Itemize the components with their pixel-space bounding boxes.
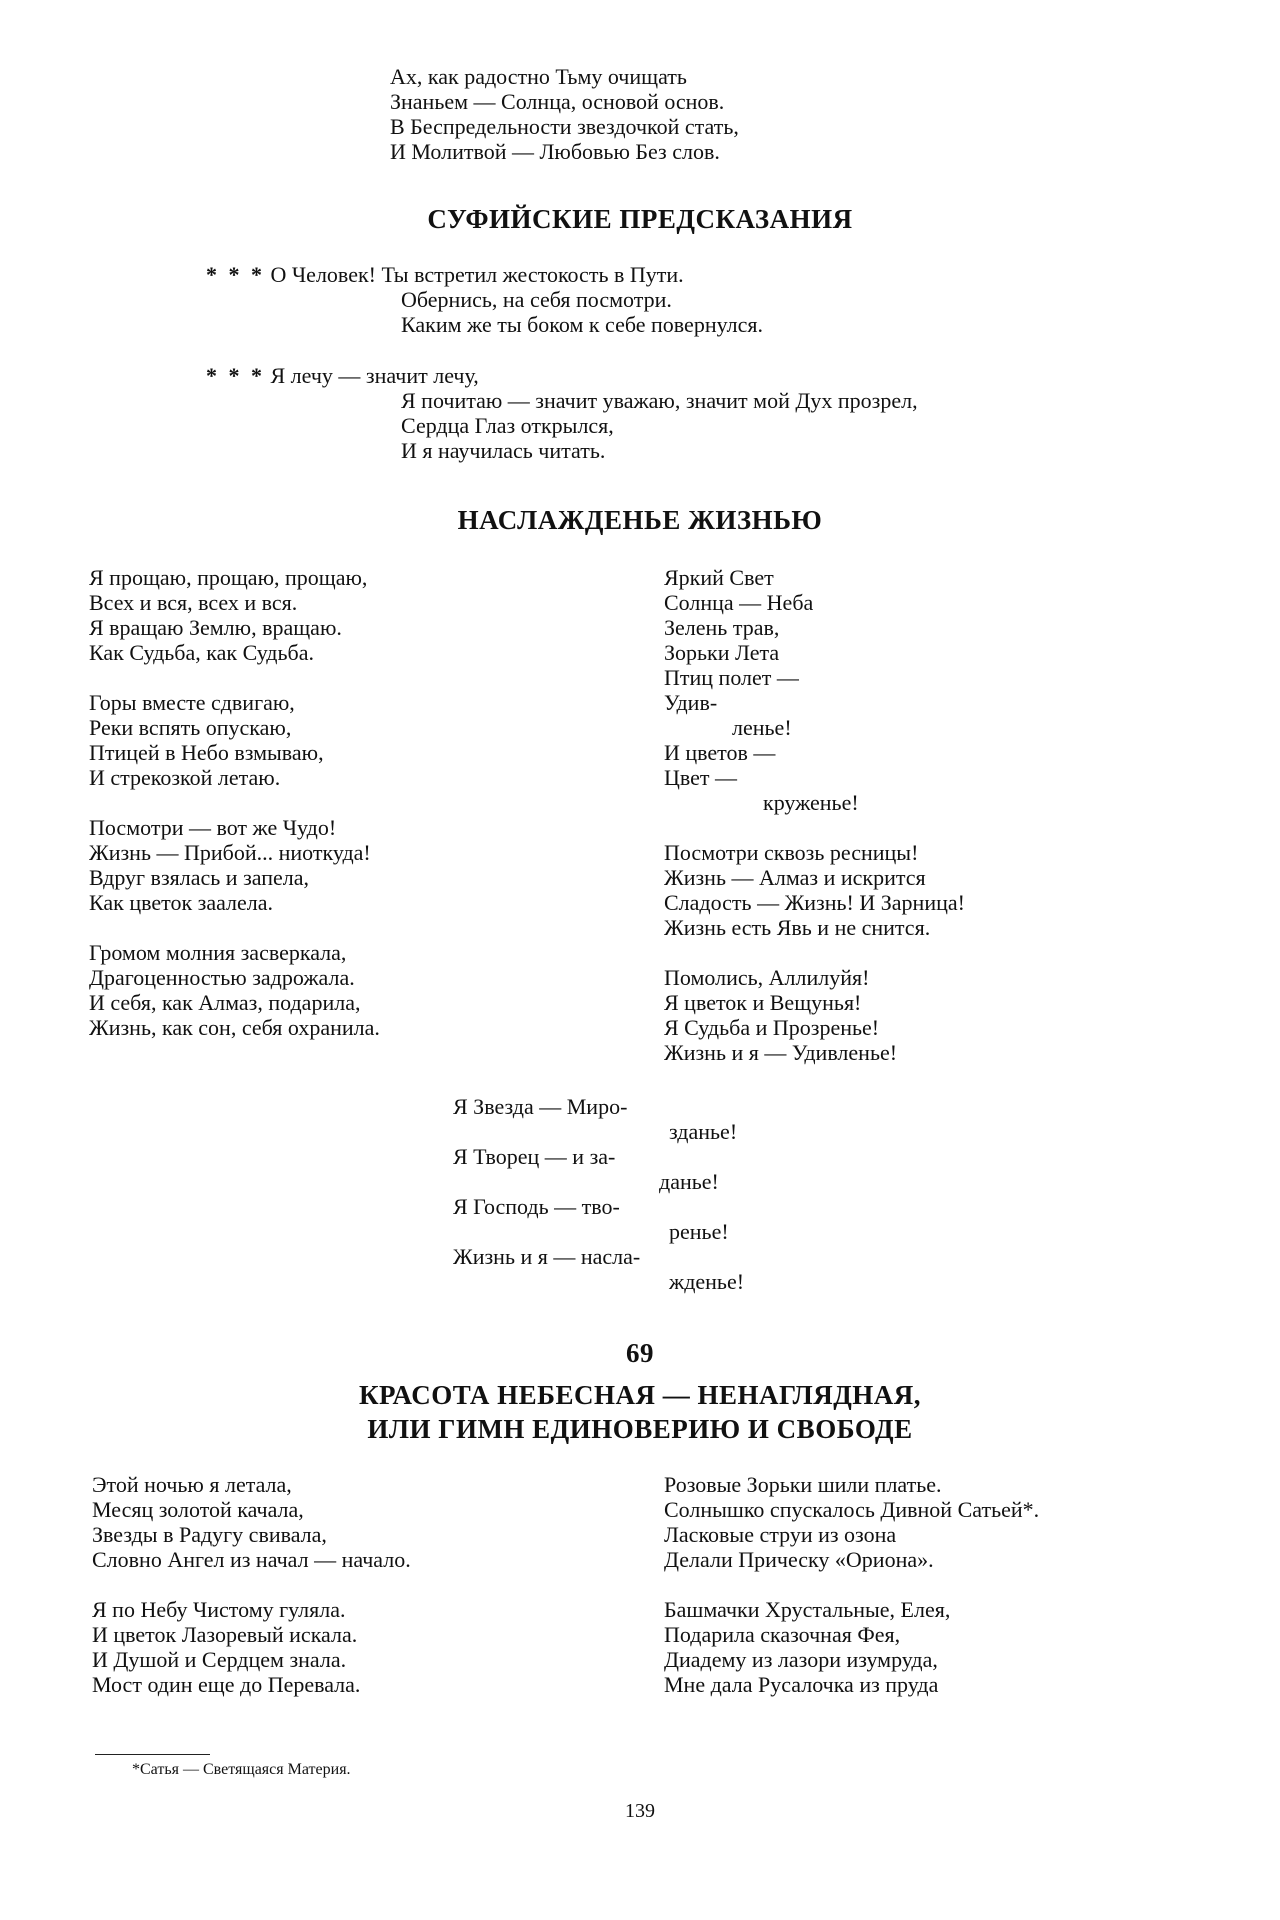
asterisk-separator: * * *	[206, 363, 265, 388]
verse-line: Обернись, на себя посмотри.	[401, 287, 672, 312]
sufi-verse-2-rest	[401, 388, 918, 463]
verse-line: Я Творец — и за-	[453, 1144, 616, 1169]
poem69-right-column	[664, 1472, 1039, 1697]
verse-line: Вдруг взялась и запела,	[89, 865, 310, 890]
verse-line: Птицей в Небо взмываю,	[89, 740, 324, 765]
verse-line: И я научилась читать.	[401, 438, 606, 463]
verse-line: Башмачки Хрустальные, Елея,	[664, 1597, 951, 1622]
verse-line: Жизнь — Прибой... ниоткуда!	[89, 840, 371, 865]
verse-line: Я Судьба и Прозренье!	[664, 1015, 880, 1040]
verse-line: Жизнь — Алмаз и искрится	[664, 865, 926, 890]
verse-line: круженье!	[763, 790, 859, 815]
verse-line: И цветов —	[664, 740, 776, 765]
verse-line: Я цветок и Вещунья!	[664, 990, 862, 1015]
footnote-divider	[95, 1754, 210, 1755]
enjoyment-right-column	[664, 565, 965, 1065]
verse-line: Розовые Зорьки шили платье.	[664, 1472, 942, 1497]
verse-line: Птиц полет —	[664, 665, 799, 690]
verse-line: Громом молния засверкала,	[89, 940, 347, 965]
verse-line: Жизнь, как сон, себя охранила.	[89, 1015, 380, 1040]
verse-line: Месяц золотой качала,	[92, 1497, 304, 1522]
verse-line: И Душой и Сердцем знала.	[92, 1647, 347, 1672]
enjoyment-left-column	[89, 565, 380, 1040]
poem69-left-column	[92, 1472, 411, 1697]
verse-line: Делали Прическу «Ориона».	[664, 1547, 934, 1572]
verse-line: зданье!	[669, 1119, 738, 1144]
verse-line: ленье!	[732, 715, 792, 740]
verse-line: В Беспредельности звездочкой стать,	[390, 114, 739, 139]
verse-line: Ах, как радостно Тьму очищать	[390, 64, 687, 89]
verse-line: Каким же ты боком к себе повернулся.	[401, 312, 763, 337]
verse-line: Ласковые струи из озона	[664, 1522, 897, 1547]
verse-line: Словно Ангел из начал — начало.	[92, 1547, 411, 1572]
verse-line: Жизнь и я — насла-	[453, 1244, 641, 1269]
verse-line: Драгоценностью задрожала.	[89, 965, 355, 990]
footnote: *Сатья — Светящаяся Материя.	[132, 1761, 351, 1778]
enjoyment-center-stanza	[453, 1094, 744, 1294]
verse-line: Жизнь и я — Удивленье!	[664, 1040, 898, 1065]
verse-line: И цветок Лазоревый искала.	[92, 1622, 358, 1647]
verse-line: Этой ночью я летала,	[92, 1472, 292, 1497]
verse-line: Как цветок заалела.	[89, 890, 274, 915]
asterisk-separator: * * *	[206, 262, 265, 287]
verse-line: Солнышко спускалось Дивной Сатьей*.	[664, 1497, 1040, 1522]
verse-line: Горы вместе сдвигаю,	[89, 690, 295, 715]
verse-line: Зорьки Лета	[664, 640, 780, 665]
verse-line: Посмотри сквозь ресницы!	[664, 840, 919, 865]
verse-line: И стрекозкой летаю.	[89, 765, 281, 790]
sufi-verse-1-rest	[401, 287, 763, 337]
verse-line: Как Судьба, как Судьба.	[89, 640, 314, 665]
verse-line: Удив-	[664, 690, 718, 715]
verse-line: Яркий Свет	[664, 565, 774, 590]
verse-line: И Молитвой — Любовью Без слов.	[390, 139, 720, 164]
verse-line: Я вращаю Землю, вращаю.	[89, 615, 342, 640]
verse-line: Я почитаю — значит уважаю, значит мой Дух прозрел,	[401, 388, 918, 413]
verse-line: Сладость — Жизнь! И Зарница!	[664, 890, 965, 915]
verse-line: жденье!	[669, 1269, 745, 1294]
verse-line: Звезды в Радугу свивала,	[92, 1522, 327, 1547]
verse-line: Жизнь есть Явь и не снится.	[664, 915, 931, 940]
verse-line: Знаньем — Солнца, основой основ.	[390, 89, 725, 114]
poem-number: 69	[626, 1338, 654, 1368]
verse-line: Я по Небу Чистому гуляла.	[92, 1597, 346, 1622]
verse-line: О Человек! Ты встретил жестокость в Пути.	[270, 262, 684, 287]
poem-title-line-2: ИЛИ ГИМН ЕДИНОВЕРИЮ И СВОБОДЕ	[367, 1414, 913, 1444]
verse-line: И себя, как Алмаз, подарила,	[89, 990, 361, 1015]
poem-title-line-1: КРАСОТА НЕБЕСНАЯ — НЕНАГЛЯДНАЯ,	[358, 1380, 922, 1410]
section-title-enjoyment: НАСЛАЖДЕНЬЕ ЖИЗНЬЮ	[457, 505, 823, 535]
verse-line: Сердца Глаз открылся,	[401, 413, 614, 438]
verse-line: Подарила сказочная Фея,	[664, 1622, 901, 1647]
verse-line: Мост один еще до Перевала.	[92, 1672, 361, 1697]
sufi-verse-2	[206, 363, 479, 388]
section-title-sufi: СУФИЙСКИЕ ПРЕДСКАЗАНИЯ	[427, 204, 853, 234]
verse-line: Зелень трав,	[664, 615, 780, 640]
verse-line: Цвет —	[664, 765, 738, 790]
verse-line: Посмотри — вот же Чудо!	[89, 815, 337, 840]
verse-line: данье!	[659, 1169, 719, 1194]
verse-line: Реки вспять опускаю,	[89, 715, 292, 740]
verse-line: Солнца — Неба	[664, 590, 814, 615]
verse-line: Я прощаю, прощаю, прощаю,	[89, 565, 368, 590]
intro-stanza	[390, 64, 739, 164]
verse-line: Диадему из лазори изумруда,	[664, 1647, 938, 1672]
verse-line: Всех и вся, всех и вся.	[89, 590, 298, 615]
verse-line: ренье!	[669, 1219, 729, 1244]
page-number: 139	[625, 1800, 655, 1822]
verse-line: Мне дала Русалочка из пруда	[664, 1672, 939, 1697]
verse-line: Я лечу — значит лечу,	[270, 363, 479, 388]
sufi-verse-1	[206, 262, 684, 287]
verse-line: Я Звезда — Миро-	[453, 1094, 628, 1119]
verse-line: Я Господь — тво-	[453, 1194, 620, 1219]
verse-line: Помолись, Аллилуйя!	[664, 965, 870, 990]
